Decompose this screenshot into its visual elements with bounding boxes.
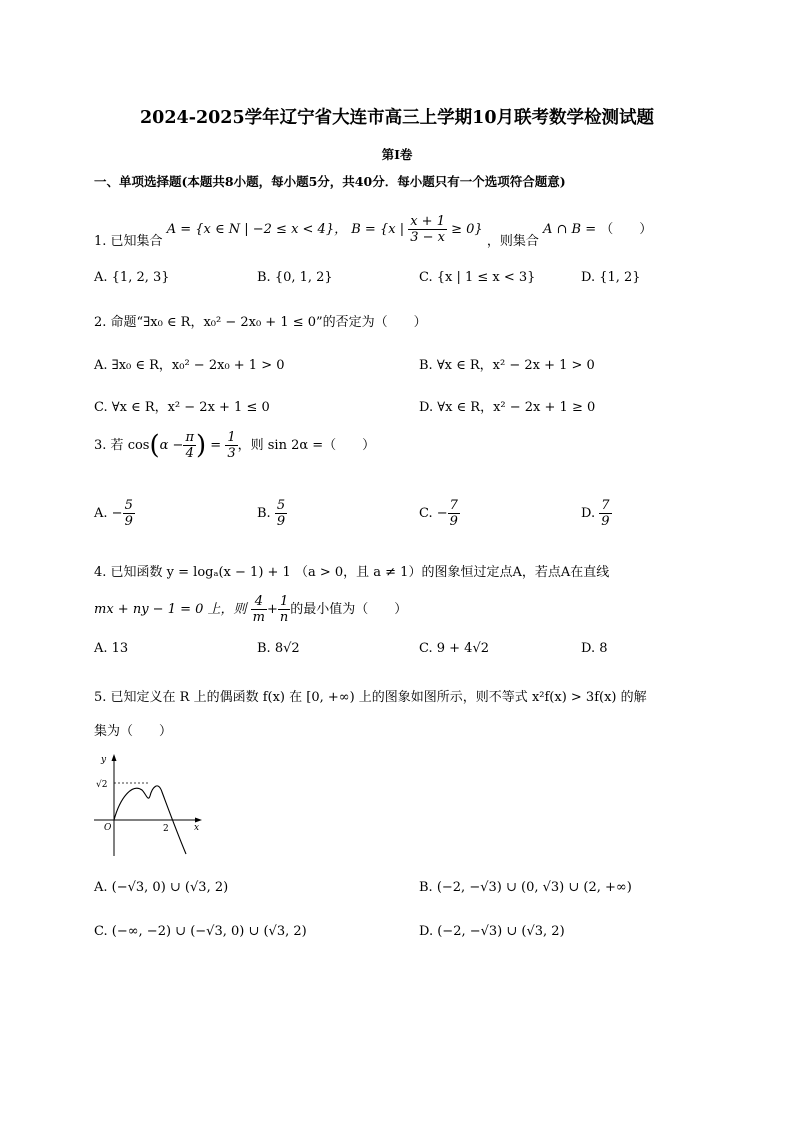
q2-option-c[interactable]: C. ∀x ∈ R，x² − 2x + 1 ≤ 0 <box>94 400 270 415</box>
q1-expression: A ∩ B = <box>543 222 597 237</box>
q1-option-d[interactable]: D. {1, 2} <box>581 270 641 285</box>
q3-d-den: 9 <box>601 514 610 529</box>
question-5-line-2: 集为（ ） <box>94 724 173 739</box>
q2-option-d[interactable]: D. ∀x ∈ R，x² − 2x + 1 ≥ 0 <box>419 400 596 415</box>
q3-d-num: 7 <box>601 498 610 513</box>
question-1-stem <box>94 214 653 249</box>
q2-option-a[interactable]: A. ∃x₀ ∈ R，x₀² − 2x₀ + 1 > 0 <box>94 358 285 373</box>
q3-a-label: A. <box>94 506 108 521</box>
q3-one: 1 <box>227 430 236 445</box>
q3-option-d[interactable] <box>581 498 612 529</box>
q3-b-label: B. <box>257 506 271 521</box>
x-axis-label: x <box>194 823 200 833</box>
q1-option-c[interactable]: C. {x | 1 ≤ x < 3} <box>419 270 536 285</box>
question-3-stem <box>94 430 375 461</box>
q3-a-den: 9 <box>124 514 133 529</box>
q1-option-a[interactable]: A. {1, 2, 3} <box>94 270 170 285</box>
q4-option-c[interactable]: C. 9 + 4√2 <box>419 641 490 656</box>
y-axis-arrow-icon <box>112 754 117 761</box>
q3-one-third <box>225 430 237 461</box>
q3-four: 4 <box>185 446 194 461</box>
q3-pi-over-4 <box>183 430 196 461</box>
q3-pi: π <box>185 430 194 445</box>
q3-three: 3 <box>227 446 236 461</box>
q5-option-d[interactable]: D. (−2, −√3) ∪ (√3, 2) <box>419 924 565 939</box>
q5-option-b[interactable]: B. (−2, −√3) ∪ (0, √3) ∪ (2, +∞) <box>419 880 632 895</box>
q1-suffix: ，则集合 <box>486 234 539 249</box>
q3-c-label: C. <box>419 506 433 521</box>
section-heading: 一、单项选择题(本题共8小题，每小题5分，共40分．每小题只有一个选项符合题意) <box>94 174 566 189</box>
q3-left-paren: ( <box>149 430 160 461</box>
q3-c-sign: − <box>436 506 448 521</box>
q4-plus: + <box>267 602 278 617</box>
question-2-stem: 2. 命题“∃x₀ ∈ R，x₀² − 2x₀ + 1 ≤ 0”的否定为（ ） <box>94 315 427 330</box>
q4-option-d[interactable]: D. 8 <box>581 641 608 656</box>
q4-f2-den: n <box>279 610 289 625</box>
q3-b-fraction <box>275 498 287 529</box>
q3-alpha-minus: α − <box>159 438 184 453</box>
q4-option-b[interactable]: B. 8√2 <box>257 641 300 656</box>
question-5-line-1: 5. 已知定义在 R 上的偶函数 f(x) 在 [0, +∞) 上的图象如图所示，则不等式 x²f(x) > 3f(x) 的解 <box>94 690 647 705</box>
q3-equals: = <box>210 438 222 453</box>
q5-option-a[interactable]: A. (−√3, 0) ∪ (√3, 2) <box>94 880 229 895</box>
q1-frac-den: 3 − x <box>410 230 445 245</box>
x-tick-2: 2 <box>163 824 169 834</box>
q1-frac-num: x + 1 <box>410 214 445 229</box>
q3-c-den: 9 <box>449 514 458 529</box>
q3-right-paren: ) <box>195 430 207 461</box>
q4-frac-4-m <box>251 594 267 625</box>
q4-line2-right: 的最小值为（ ） <box>290 602 408 617</box>
q3-d-fraction <box>599 498 611 529</box>
q3-a-num: 5 <box>124 498 133 513</box>
origin-label: O <box>104 823 112 833</box>
q1-fraction <box>408 214 447 245</box>
q3-b-den: 9 <box>276 514 286 529</box>
volume-label: 第I卷 <box>381 147 413 162</box>
q1-option-b[interactable]: B. {0, 1, 2} <box>257 270 333 285</box>
q1-prefix: 1. 已知集合 <box>94 234 163 249</box>
q3-option-b[interactable] <box>257 498 287 529</box>
q3-b-num: 5 <box>276 498 286 513</box>
q1-answer-paren: （ ） <box>600 222 653 237</box>
q5-function-graph <box>90 750 210 860</box>
q4-f2-num: 1 <box>278 594 290 610</box>
q3-prefix: 3. 若 <box>94 438 124 453</box>
q3-c-fraction <box>448 498 460 529</box>
q3-c-num: 7 <box>449 498 458 513</box>
y-tick-sqrt2: √2 <box>96 780 108 790</box>
q5-option-c[interactable]: C. (−∞, −2) ∪ (−√3, 0) ∪ (√3, 2) <box>94 924 307 939</box>
q2-option-b[interactable]: B. ∀x ∈ R，x² − 2x + 1 > 0 <box>419 358 595 373</box>
q4-f1-num: 4 <box>251 594 267 610</box>
q3-option-c[interactable] <box>419 498 460 529</box>
q3-d-label: D. <box>581 506 596 521</box>
y-axis-label: y <box>101 755 107 765</box>
q4-frac-1-n <box>278 594 290 625</box>
q1-set-a: A = {x ∈ N | −2 ≤ x < 4}， <box>166 222 348 237</box>
page-title: 2024-2025学年辽宁省大连市高三上学期10月联考数学检测试题 <box>139 108 655 128</box>
q3-cos: cos <box>127 438 150 453</box>
q4-f1-den: m <box>252 610 265 625</box>
q1-set-b-left: B = {x | <box>351 222 405 237</box>
q3-option-a[interactable] <box>94 498 135 529</box>
question-4-line-1: 4. 已知函数 y = logₐ(x − 1) + 1 （a > 0，且 a ≠ 1）的图象恒过定点A，若点A在直线 <box>94 565 610 580</box>
question-4-line-2 <box>94 594 407 625</box>
q3-a-sign: − <box>111 506 123 521</box>
q3-suffix: ，则 sin 2α =（ ） <box>237 438 376 453</box>
q1-set-b-right: ≥ 0} <box>451 222 483 237</box>
q4-option-a[interactable]: A. 13 <box>94 641 129 656</box>
x-axis-arrow-icon <box>195 818 202 823</box>
q3-a-fraction <box>123 498 135 529</box>
q4-line2-left: mx + ny − 1 = 0 上，则 <box>94 602 247 617</box>
